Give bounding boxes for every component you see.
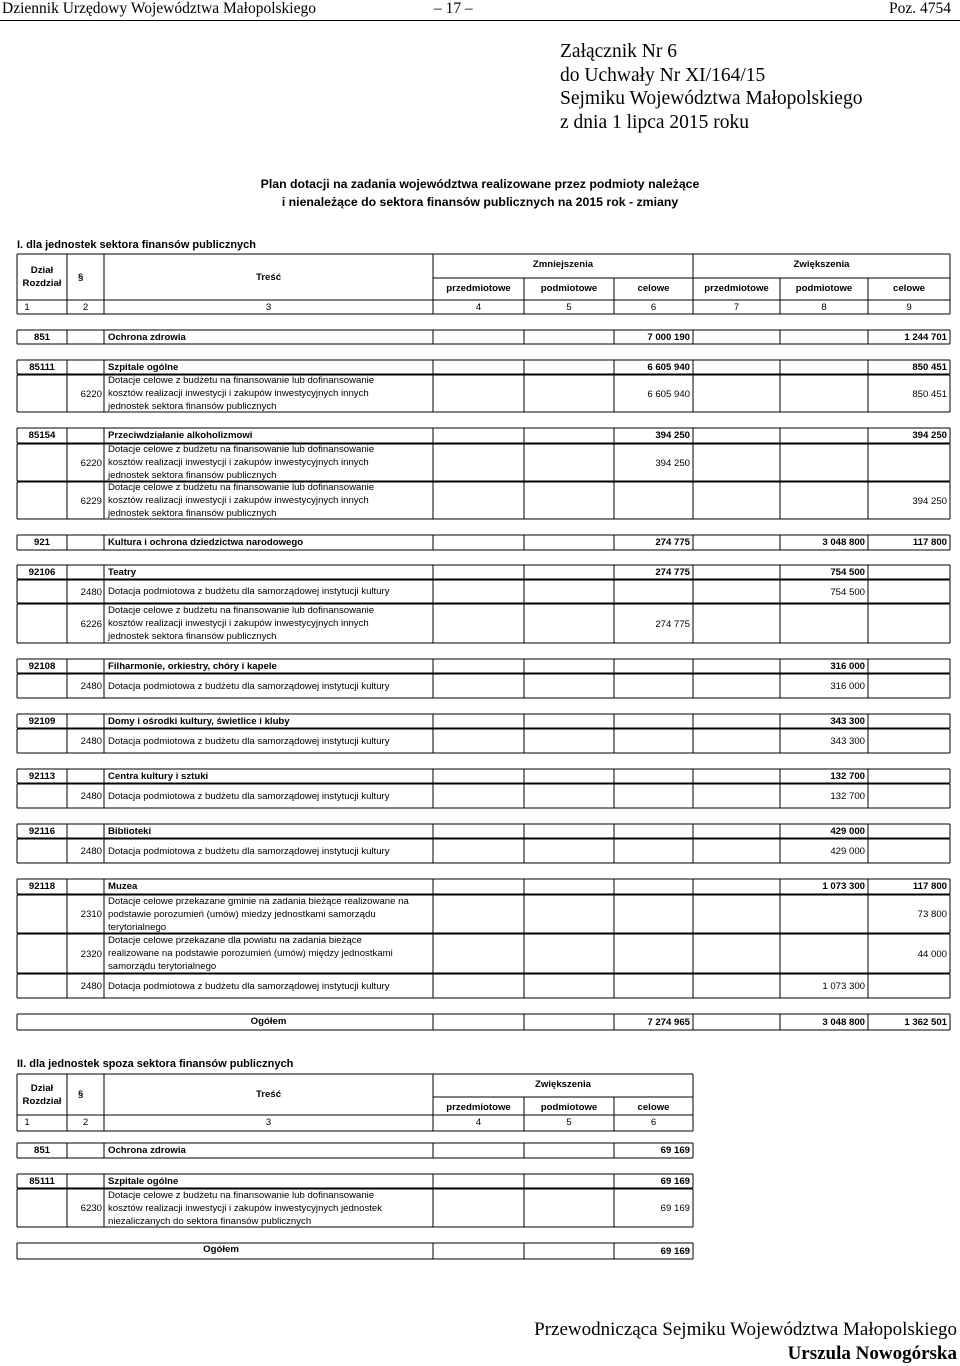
amount-cell: 1 244 701 (904, 332, 947, 343)
amount-cell: 117 800 (912, 537, 947, 548)
header-num: 1 (24, 302, 30, 313)
header-num: 4 (475, 1117, 482, 1128)
row-title: Biblioteki (108, 826, 152, 837)
header-num: 6 (650, 1117, 657, 1128)
amount-cell: 394 250 (655, 458, 690, 469)
row-description: kosztów realizacji inwestycji i zakupów inwestycyjnych jednostek (108, 1203, 383, 1214)
attachment-line: Załącznik Nr 6 (560, 41, 677, 62)
row-description: Dotacje celowe z budżetu na finansowanie lub dofinansowanie (108, 605, 375, 616)
classification-code: 85111 (29, 362, 55, 373)
section-1-heading: I. dla jednostek sektora finansów publicznych (17, 239, 256, 251)
header-tresc: Treść (255, 272, 282, 283)
amount-cell: 3 048 800 (822, 537, 865, 548)
header-dzial: Dział (30, 265, 54, 276)
row-description: jednostek sektora finansów publicznych (108, 631, 277, 642)
amount-cell: 754 500 (830, 587, 865, 598)
total-label: Ogółem (250, 1016, 287, 1027)
amount-cell: 6 605 940 (647, 389, 690, 400)
amount-cell: 132 700 (830, 791, 865, 802)
row-description: Dotacja podmiotowa z budżetu dla samorządowej instytucji kultury (108, 846, 390, 857)
row-description: realizowane na podstawie porozumień (umów) między jednostkami (108, 948, 393, 959)
row-title: Ochrona zdrowia (108, 332, 186, 343)
classification-code: 92116 (28, 826, 56, 837)
header-num: 3 (265, 1117, 272, 1128)
amount-cell: 274 775 (655, 619, 690, 630)
header-num: 7 (733, 302, 740, 313)
header-num: 5 (566, 1117, 572, 1128)
header-col-przedmiotowe: przedmiotowe (446, 283, 511, 294)
journal-title: Dziennik Urzędowy Województwa Małopolskiego (2, 0, 316, 17)
row-description: kosztów realizacji inwestycji i zakupów inwestycyjnych innych (108, 457, 369, 468)
paragraph-code: 2480 (80, 981, 102, 992)
header-num: 6 (650, 302, 657, 313)
header-zwiekszenia: Zwiększenia (793, 259, 850, 270)
attachment-line: do Uchwały Nr XI/164/15 (560, 64, 766, 86)
header-num: 4 (475, 302, 482, 313)
header-col-przedmiotowe: przedmiotowe (446, 1102, 511, 1113)
paragraph-code: 6226 (80, 619, 102, 630)
amount-cell: 73 800 (917, 909, 947, 920)
row-description: jednostek sektora finansów publicznych (108, 401, 277, 412)
classification-code: 92113 (28, 771, 56, 782)
row-description: Dotacja podmiotowa z budżetu dla samorządowej instytucji kultury (108, 681, 390, 692)
row-title: Kultura i ochrona dziedzictwa narodowego (108, 537, 304, 548)
header-rozdzial: Rozdział (22, 1096, 62, 1107)
header-paragraph: § (78, 1089, 84, 1100)
row-description: kosztów realizacji inwestycji i zakupów inwestycyjnych innych (108, 495, 369, 506)
paragraph-code: 2480 (80, 846, 102, 857)
amount-cell: 7 000 190 (647, 332, 690, 343)
paragraph-code: 2310 (80, 909, 102, 920)
amount-cell: 69 169 (660, 1145, 690, 1156)
classification-code: 851 (33, 1145, 50, 1156)
amount-cell: 1 073 300 (822, 981, 865, 992)
row-description: Dotacje celowe przekazane dla powiatu na zadania bieżące (108, 935, 362, 946)
amount-cell: 69 169 (660, 1203, 690, 1214)
amount-cell: 117 800 (912, 881, 947, 892)
paragraph-code: 6230 (80, 1203, 102, 1214)
amount-cell: 394 250 (912, 430, 947, 441)
title-line: Plan dotacji na zadania województwa realizowane przez podmioty należące (260, 177, 700, 191)
header-num: 1 (24, 1117, 30, 1128)
header-tresc: Treść (255, 1089, 282, 1100)
header-rozdzial: Rozdział (22, 278, 62, 289)
paragraph-code: 2480 (80, 736, 102, 747)
classification-code: 921 (33, 537, 50, 548)
total-amount: 3 048 800 (822, 1017, 865, 1028)
classification-code: 851 (33, 332, 50, 343)
amount-cell: 343 300 (830, 736, 865, 747)
paragraph-code: 2320 (80, 949, 102, 960)
classification-code: 92118 (28, 881, 56, 892)
row-title: Muzea (108, 881, 138, 892)
header-num: 5 (566, 302, 572, 313)
amount-cell: 6 605 940 (647, 362, 690, 373)
classification-code: 92108 (28, 661, 56, 672)
amount-cell: 850 451 (912, 389, 947, 400)
page-number: – 17 – (434, 0, 473, 17)
row-title: Przeciwdziałanie alkoholizmowi (108, 430, 253, 441)
amount-cell: 44 000 (917, 949, 947, 960)
amount-cell: 394 250 (655, 430, 690, 441)
row-description: terytorialnego (108, 922, 167, 933)
amount-cell: 394 250 (912, 496, 947, 507)
paragraph-code: 2480 (80, 791, 102, 802)
row-description: kosztów realizacji inwestycji i zakupów inwestycyjnych innych (108, 618, 369, 629)
header-num: 2 (82, 302, 89, 313)
total-amount: 7 274 965 (647, 1017, 690, 1028)
attachment-line: z dnia 1 lipca 2015 roku (560, 111, 749, 133)
row-description: Dotacje celowe z budżetu na finansowanie lub dofinansowanie (108, 1190, 375, 1201)
title-line: i nienależące do sektora finansów publicznych na 2015 rok - zmiany (281, 194, 679, 209)
header-zmniejszenia: Zmniejszenia (532, 259, 594, 270)
amount-cell: 1 073 300 (822, 881, 865, 892)
header-col-przedmiotowe: przedmiotowe (704, 283, 769, 294)
header-col-celowe: celowe (637, 283, 670, 294)
header-paragraph: § (78, 272, 84, 283)
row-title: Filharmonie, orkiestry, chóry i kapele (108, 661, 277, 672)
amount-cell: 274 775 (655, 567, 690, 578)
row-description: jednostek sektora finansów publicznych (108, 508, 277, 519)
position-number: Poz. 4754 (889, 0, 951, 17)
header-col-podmiotowe: podmiotowe (540, 283, 598, 294)
header-num: 2 (82, 1117, 89, 1128)
paragraph-code: 2480 (80, 587, 102, 598)
row-description: niezaliczanych do sektora finansów publicznych (108, 1216, 312, 1227)
header-num: 8 (821, 302, 827, 313)
classification-code: 85111 (29, 1176, 55, 1187)
signatory-name: Urszula Nowogórska (787, 1343, 957, 1364)
classification-code: 85154 (28, 430, 56, 441)
paragraph-code: 6220 (80, 389, 102, 400)
classification-code: 92106 (28, 567, 56, 578)
header-dzial: Dział (30, 1083, 54, 1094)
row-description: kosztów realizacji inwestycji i zakupów inwestycyjnych innych (108, 388, 369, 399)
section-2-heading: II. dla jednostek spoza sektora finansów publicznych (17, 1058, 294, 1070)
row-description: jednostek sektora finansów publicznych (108, 470, 277, 481)
header-zwiekszenia: Zwiększenia (535, 1079, 591, 1090)
row-description: Dotacja podmiotowa z budżetu dla samorządowej instytucji kultury (108, 791, 390, 802)
row-description: Dotacje celowe z budżetu na finansowanie lub dofinansowanie (108, 375, 375, 386)
amount-cell: 274 775 (655, 537, 690, 548)
paragraph-code: 6229 (80, 496, 102, 507)
row-description: Dotacja podmiotowa z budżetu dla samorządowej instytucji kultury (108, 981, 390, 992)
header-col-celowe: celowe (637, 1102, 670, 1113)
paragraph-code: 2480 (80, 681, 102, 692)
paragraph-code: 6220 (80, 458, 102, 469)
amount-cell: 429 000 (830, 846, 865, 857)
total-label: Ogółem (203, 1244, 239, 1255)
row-description: podstawie porozumień (umów) miedzy jednostkami samorządu (108, 909, 376, 920)
row-title: Ochrona zdrowia (108, 1145, 186, 1156)
row-title: Szpitale ogólne (108, 362, 179, 373)
amount-cell: 850 451 (912, 362, 947, 373)
amount-cell: 69 169 (660, 1176, 690, 1187)
amount-cell: 316 000 (830, 681, 865, 692)
row-description: Dotacje celowe z budżetu na finansowanie lub dofinansowanie (108, 444, 375, 455)
amount-cell: 754 500 (830, 567, 865, 578)
attachment-line: Sejmiku Województwa Małopolskiego (560, 88, 863, 109)
amount-cell: 429 000 (830, 826, 865, 837)
signature-block (534, 1318, 957, 1366)
row-description: Dotacje celowe z budżetu na finansowanie lub dofinansowanie (108, 482, 375, 493)
header-col-podmiotowe: podmiotowe (540, 1102, 598, 1113)
row-description: Dotacja podmiotowa z budżetu dla samorządowej instytucji kultury (108, 586, 390, 597)
header-col-celowe: celowe (893, 283, 925, 294)
row-title: Centra kultury i sztuki (108, 771, 209, 782)
amount-cell: 316 000 (830, 661, 865, 672)
header-col-podmiotowe: podmiotowe (795, 283, 853, 294)
header-num: 3 (265, 302, 272, 313)
row-title: Domy i ośrodki kultury, świetlice i kluby (108, 716, 290, 727)
header-num: 9 (906, 302, 912, 313)
row-title: Szpitale ogólne (108, 1176, 179, 1187)
row-title: Teatry (108, 567, 137, 578)
amount-cell: 343 300 (830, 716, 865, 727)
total-amount: 69 169 (660, 1246, 690, 1257)
row-description: Dotacje celowe przekazane gminie na zadania bieżące realizowane na (108, 896, 409, 907)
classification-code: 92109 (28, 716, 56, 727)
row-description: Dotacja podmiotowa z budżetu dla samorządowej instytucji kultury (108, 736, 390, 747)
row-description: samorządu terytorialnego (108, 961, 217, 972)
total-amount: 1 362 501 (904, 1017, 947, 1028)
signatory-role: Przewodnicząca Sejmiku Województwa Małopolskiego (534, 1319, 957, 1340)
amount-cell: 132 700 (830, 771, 865, 782)
